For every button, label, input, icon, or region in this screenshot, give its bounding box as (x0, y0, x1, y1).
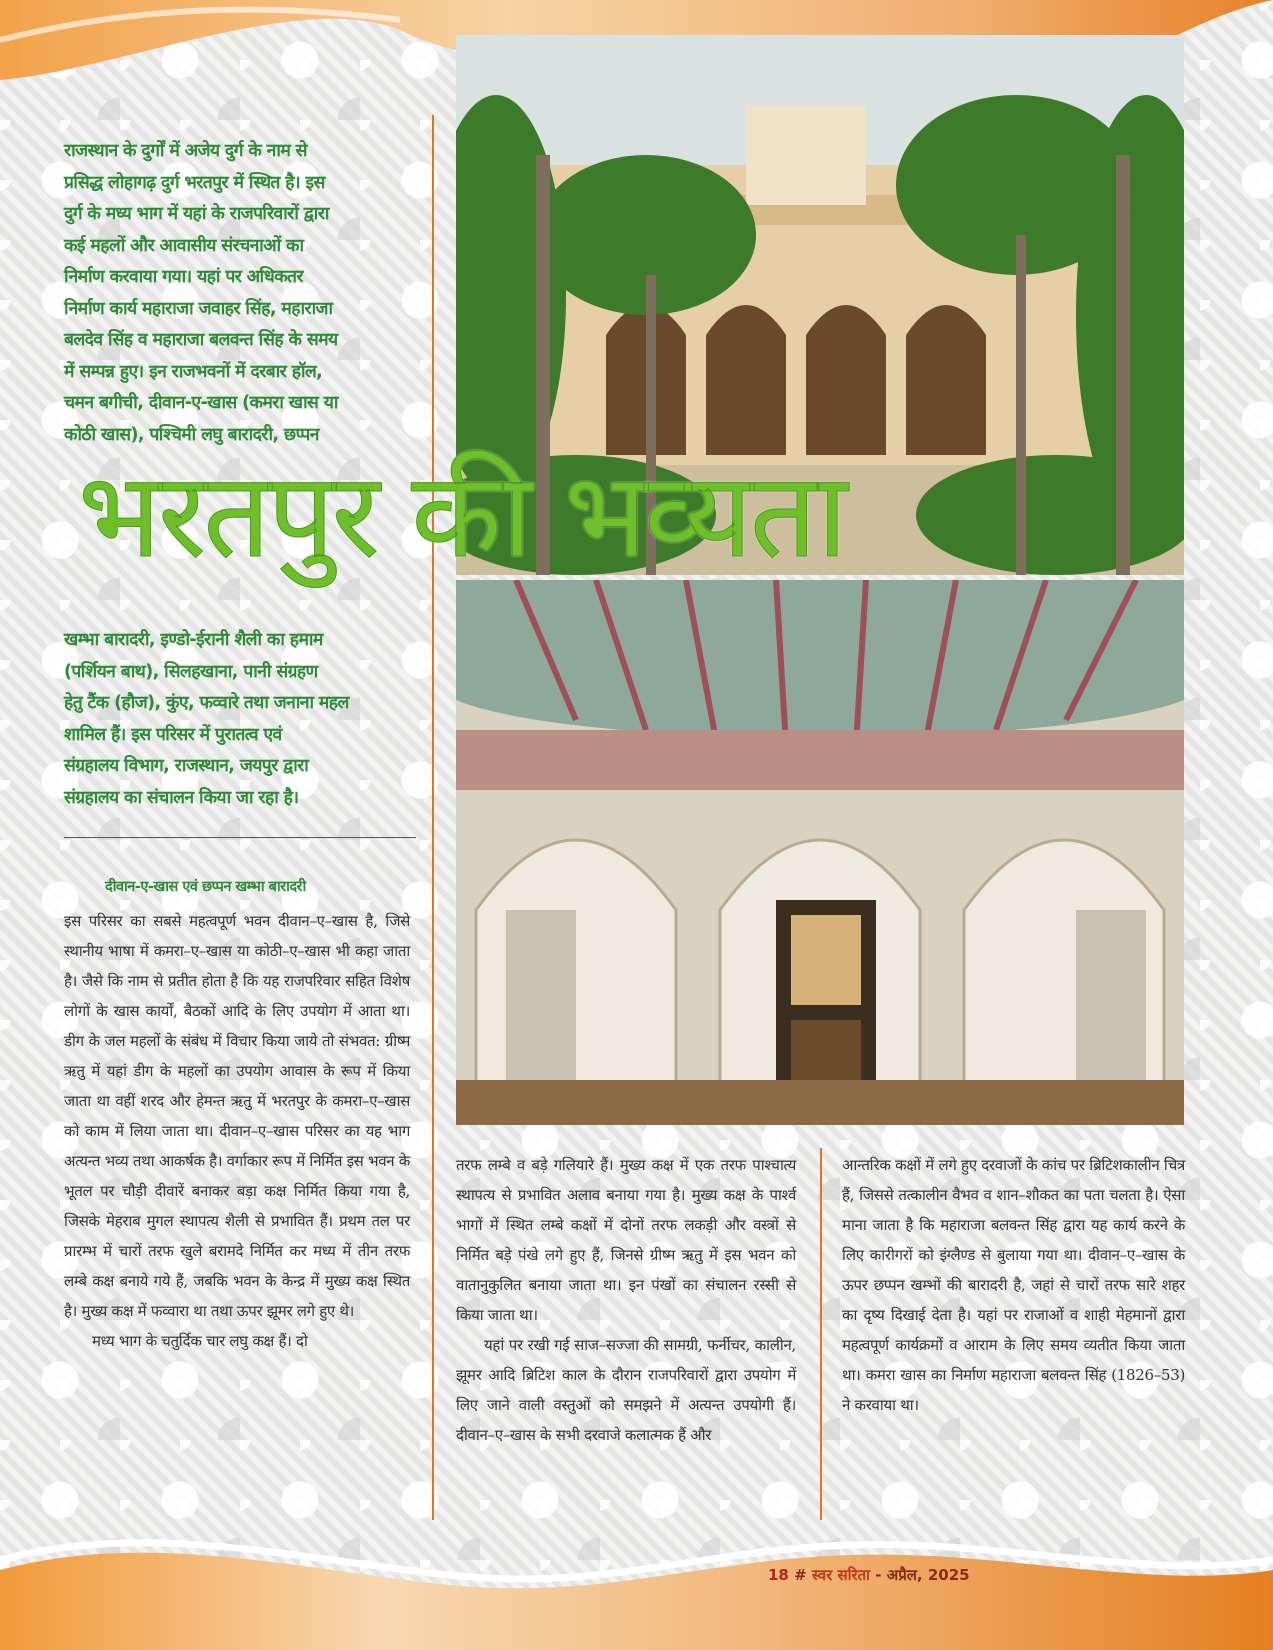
column-divider-left (432, 115, 434, 1520)
intro-line: निर्माण कार्य महाराजा जवाहर सिंह, महाराजा (64, 298, 333, 319)
intro-line: संग्रहालय का संचालन किया जा रहा है। (64, 787, 299, 808)
body-paragraph: आन्तरिक कक्षों में लगे हुए दरवाजों के कांच पर ब्रिटिशकालीन चित्र हैं, जिससे तत्कालीन वैभव व शान–शौकत का पता चलता है। ऐसा माना जाता है कि महाराजा बलवन्त सिंह द्वारा यह कार्य करने के लिए कारीगरों को इंग्लैण्ड से बुलाया गया था। दीवान–ए–खास के ऊपर छप्पन खम्भों की बारादरी है, जहां से चारों तरफ सारे शहर का दृष्य दिखाई देता है। यहां पर राजाओं व शाही मेहमानों द्वारा महत्वपूर्ण कार्यक्रमों व आराम के लिए समय व्यतीत किया जाता था। कमरा खास का निर्माण महाराजा बलवन्त सिंह (1826–53) ने करवाया था। (842, 1156, 1185, 1414)
footer-separator: # (794, 1566, 807, 1584)
intro-line: बलदेव सिंह व महाराजा बलवन्त सिंह के समय (64, 330, 338, 350)
intro-line: संग्रहालय विभाग, राजस्थान, जयपुर द्वारा (64, 756, 309, 776)
section-divider (64, 837, 416, 838)
page-footer (768, 1565, 970, 1585)
body-column-3 (842, 1150, 1185, 1420)
intro-paragraph-top (64, 136, 416, 451)
intro-line: प्रसिद्ध लोहागढ़ दुर्ग भरतपुर में स्थित है। इस (64, 172, 325, 193)
body-paragraph: मध्य भाग के चतुर्दिक चार लघु कक्ष हैं। दो (92, 1332, 308, 1350)
intro-paragraph-bottom (64, 625, 416, 814)
article-title: भरतपुर की भव्यता (78, 446, 845, 584)
magazine-name: स्वर सरिता (811, 1566, 871, 1584)
section-heading: दीवान-ए-खास एवं छप्पन खम्भा बारादरी (105, 879, 306, 895)
intro-line: कई महलों और आवासीय संरचनाओं का (64, 235, 304, 256)
intro-line: हेतु टैंक (हौज), कुंए, फव्वारे तथा जनाना महल (64, 693, 349, 713)
intro-line: दुर्ग के मध्य भाग में यहां के राजपरिवारों द्वारा (64, 204, 329, 224)
body-column-2 (456, 1150, 796, 1450)
body-paragraph: तरफ लम्बे व बड़े गलियारे हैं। मुख्य कक्ष में एक तरफ पाश्चात्य स्थापत्य से प्रभावित अलाव बनाया गया है। मुख्य कक्ष के पार्श्व भागों में स्थित लम्बे कक्षों में दोनों तरफ लकड़ी और वस्त्रों से निर्मित बड़े पंखे लगे हुए हैं, जिनसे ग्रीष्म ऋतु में इस भवन को वातानुकुलित बनाया जाता था। इन पंखों का संचालन रस्सी से किया जाता था। (456, 1156, 796, 1324)
intro-line: (पर्शियन बाथ), सिलहखाना, पानी संग्रहण (64, 661, 318, 682)
intro-line: में सम्पन्न हुए। इन राजभवनों में दरबार हॉल, (64, 361, 323, 382)
issue-date: - अप्रैल, 2025 (875, 1566, 970, 1584)
intro-line: राजस्थान के दुर्गों में अजेय दुर्ग के नाम से (64, 141, 307, 161)
body-paragraph: इस परिसर का सबसे महत्वपूर्ण भवन दीवान–ए–खास है, जिसे स्थानीय भाषा में कमरा–ए–खास या कोठी–ए–खास भी कहा जाता है। जैसे कि नाम से प्रतीत होता है कि यह राजपरिवार सहित विशेष लोगों के खास कार्यों, बैठकों आदि के लिए उपयोग में आता था। डीग के जल महलों के संबंध में विचार किया जाये तो संभवत: ग्रीष्म ऋतु में यहां डीग के महलों का उपयोग आवास के रूप में किया जाता था वहीं शरद और हेमन्त ऋतु में भरतपुर के कमरा–ए–खास को काम में लिया जाता था। दीवान–ए–खास परिसर का यह भाग अत्यन्त भव्य तथा आकर्षक है। वर्गाकार रूप में निर्मित इस भवन के भूतल पर चौड़ी दीवारें बनाकर बड़ा कक्ष निर्मित किया गया है, जिसके मेहराब मुगल स्थापत्य शैली से प्रभावित हैं। प्रथम तल पर प्रारम्भ में चारों तरफ खुले बरामदे निर्मित कर मध्य में तीन तरफ लम्बे कक्ष बनाये गये हैं, जबकि भवन के केन्द्र में मुख्य कक्ष स्थित है। मुख्य कक्ष में फव्वारा था तथा ऊपर झूमर लगे हुए थे। (64, 912, 410, 1320)
intro-line: खम्भा बारादरी, इण्डो-ईरानी शैली का हमाम (64, 630, 323, 650)
page-number: 18 (768, 1566, 789, 1584)
column-divider-right (820, 1148, 822, 1520)
intro-line: निर्माण करवाया गया। यहां पर अधिकतर (64, 267, 303, 287)
diwan-e-khas-interior-photo (456, 580, 1184, 1125)
intro-line: शामिल हैं। इस परिसर में पुरातत्व एवं (64, 724, 282, 745)
body-column-1 (64, 906, 410, 1356)
intro-line: कोठी खास), पश्चिमी लघु बारादरी, छप्पन (64, 424, 319, 445)
intro-line: चमन बगीची, दीवान-ए-खास (कमरा खास या (64, 393, 338, 413)
bottom-decorative-band (0, 1500, 1273, 1650)
body-paragraph: यहां पर रखी गई साज–सज्जा की सामग्री, फर्नीचर, कालीन, झूमर आदि ब्रिटिश काल के दौरान राजपरिवारों द्वारा उपयोग में लिए जाने वाली वस्तुओं को समझने में अत्यन्त उपयोगी हैं। दीवान–ए–खास के सभी दरवाजे कलात्मक हैं और (456, 1336, 796, 1444)
